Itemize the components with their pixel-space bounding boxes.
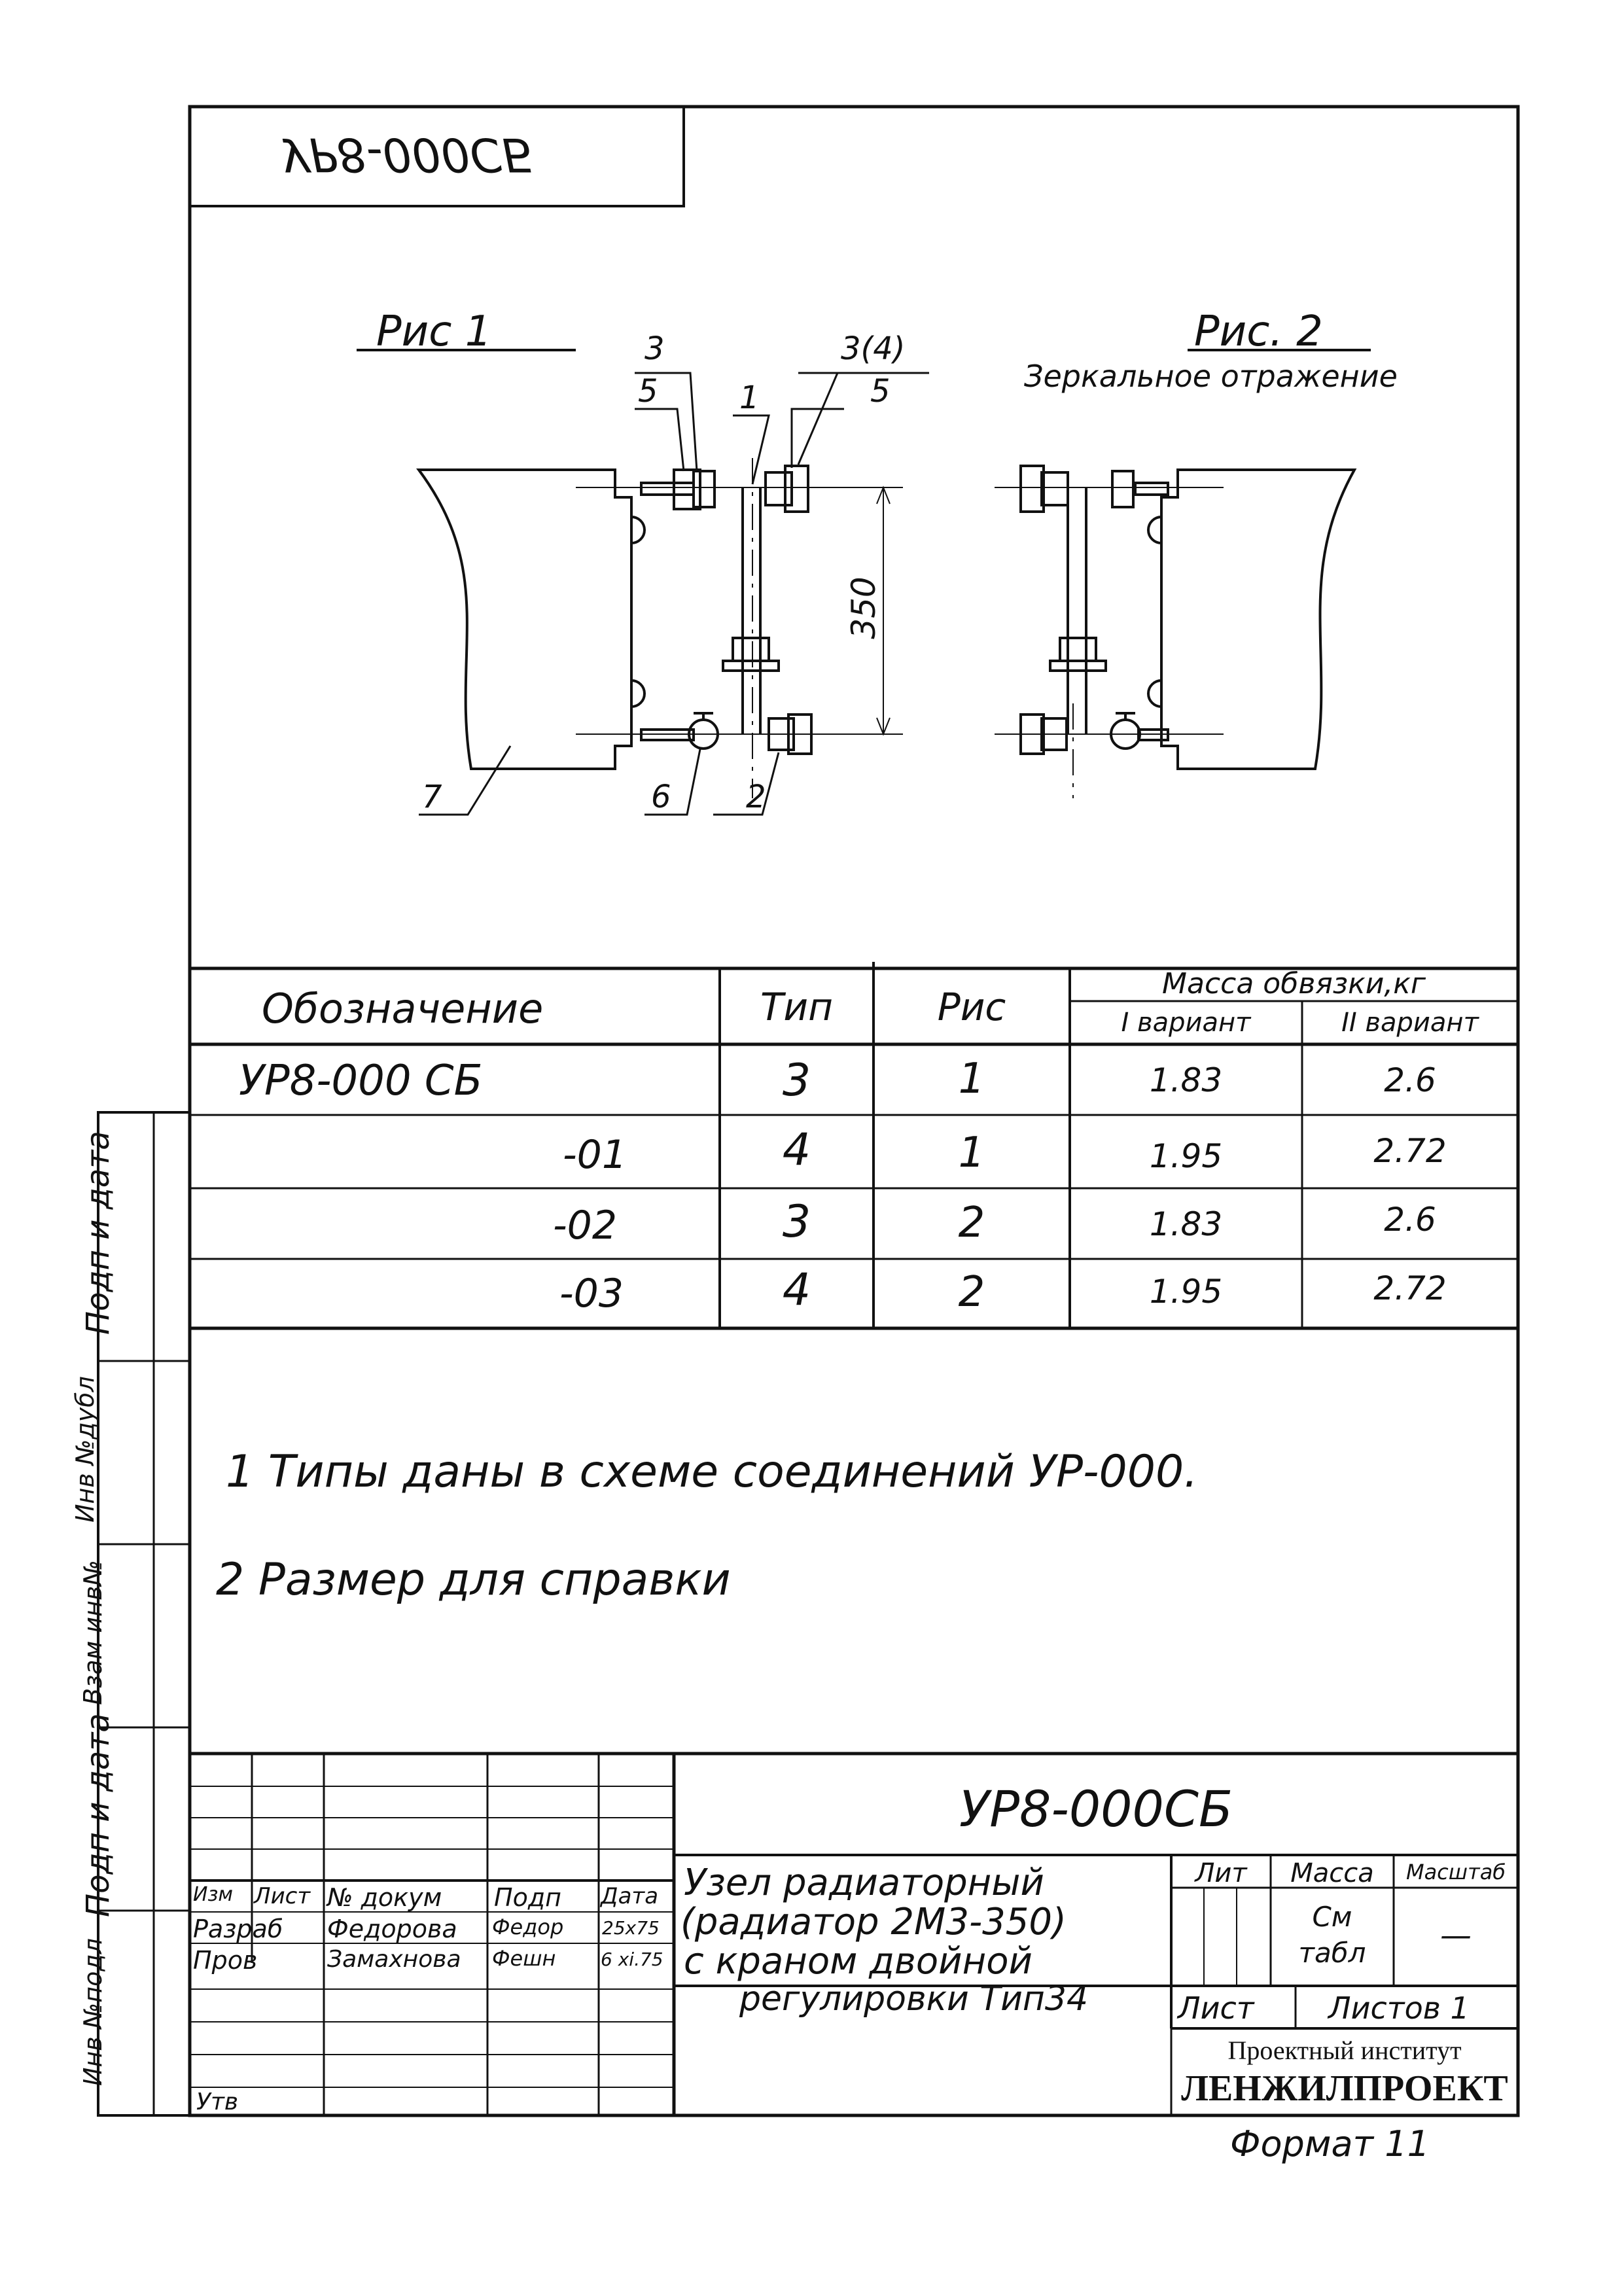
callout-7: 7 — [422, 779, 442, 815]
callout-3: 3 — [644, 330, 665, 367]
side-label-replace-inv: Взам инв№ — [79, 1560, 107, 1705]
title-name-line-3: с краном двойной — [684, 1940, 1033, 1983]
row-1-type: 4 — [782, 1124, 811, 1176]
figure-2-title: Рис. 2 — [1194, 308, 1323, 356]
title-block-code: УР8-000СБ — [959, 1780, 1233, 1838]
row-0-designation: УР8-000 СБ — [239, 1057, 483, 1105]
row-3-designation: -03 — [559, 1271, 624, 1316]
figure-1-title: Рис 1 — [376, 308, 492, 356]
row-1-var1: 1.95 — [1149, 1137, 1223, 1175]
lit-label: Лит — [1195, 1858, 1247, 1888]
header-fig: Рис — [937, 985, 1006, 1029]
col-header-sheet: Лист — [254, 1883, 311, 1909]
institute-line-2: ЛЕНЖИЛПРОЕКТ — [1181, 2068, 1508, 2109]
title-name-line-1: Узел радиаторный — [684, 1862, 1044, 1904]
col-header-date: Дата — [601, 1883, 659, 1909]
row-2-var1: 1.83 — [1149, 1205, 1223, 1243]
figure-2-drawing — [995, 350, 1371, 798]
sign-checker: Фешн — [492, 1946, 556, 1971]
mass-value-1: См — [1312, 1901, 1352, 1933]
note-2: 2 Размер для справки — [216, 1554, 731, 1606]
side-label-inv-orig: Инв №подл — [79, 1938, 107, 2086]
scale-label: Масштаб — [1405, 1860, 1506, 1884]
dimension-350: 350 — [845, 576, 883, 639]
figure-2-subtitle: Зеркальное отражение — [1024, 359, 1398, 394]
col-header-docno: № докум — [327, 1883, 442, 1912]
row-2-var2: 2.6 — [1384, 1201, 1436, 1239]
name-checker: Замахнова — [327, 1946, 461, 1973]
row-0-var2: 2.6 — [1384, 1061, 1436, 1099]
row-0-fig: 1 — [958, 1055, 985, 1103]
sheet-label: Лист — [1178, 1990, 1254, 2026]
date-checker: 6 хi.75 — [601, 1949, 663, 1970]
callout-2: 2 — [746, 779, 766, 815]
side-label-sign-date-top: Подп и дата — [80, 1131, 116, 1335]
row-0-type: 3 — [782, 1055, 811, 1106]
callout-5-right: 5 — [870, 373, 891, 410]
row-3-var1: 1.95 — [1149, 1273, 1223, 1311]
row-2-fig: 2 — [958, 1199, 985, 1247]
header-variant-2: II вариант — [1341, 1008, 1479, 1038]
mass-label: Масса — [1290, 1858, 1374, 1888]
row-1-var2: 2.72 — [1373, 1132, 1447, 1170]
mass-value-2: табл — [1298, 1937, 1366, 1969]
scale-value: — — [1440, 1917, 1472, 1954]
header-variant-1: I вариант — [1121, 1008, 1251, 1038]
side-label-inv-dup: Инв №дубл — [71, 1376, 99, 1523]
sheets-label: Листов 1 — [1328, 1990, 1470, 2026]
title-name-line-4: регулировки Тип34 — [739, 1979, 1089, 2019]
sign-developer: Федор — [492, 1915, 564, 1939]
role-checker: Пров — [193, 1946, 258, 1975]
figure-1-drawing — [357, 350, 929, 815]
callout-6: 6 — [651, 779, 671, 815]
role-approve: Утв — [196, 2089, 239, 2115]
row-2-type: 3 — [782, 1196, 811, 1248]
institute-line-1: Проектный институт — [1227, 2036, 1462, 2065]
row-2-designation: -02 — [553, 1203, 617, 1248]
header-designation: Обозначение — [262, 985, 544, 1033]
row-3-fig: 2 — [958, 1268, 985, 1316]
col-header-sign: Подп — [494, 1883, 561, 1912]
name-developer: Федорова — [327, 1915, 457, 1943]
note-1: 1 Типы даны в схеме соединений УР-000. — [226, 1446, 1198, 1498]
callout-3-4: 3(4) — [841, 330, 906, 367]
row-3-type: 4 — [782, 1264, 811, 1316]
row-1-designation: -01 — [563, 1132, 627, 1178]
mirrored-code: УР8-000СБ — [281, 128, 534, 181]
col-header-change: Изм — [193, 1883, 234, 1906]
format-label: Формат 11 — [1230, 2123, 1430, 2164]
title-name-line-2: (радиатор 2М3-350) — [680, 1901, 1067, 1943]
row-3-var2: 2.72 — [1373, 1269, 1447, 1307]
date-developer: 25х75 — [602, 1917, 660, 1939]
callout-5-left: 5 — [638, 373, 658, 410]
header-mass: Масса обвязки,кг — [1162, 967, 1426, 1000]
row-1-fig: 1 — [958, 1129, 985, 1177]
role-developer: Разраб — [193, 1915, 283, 1943]
side-label-sign-date-bottom: Подп и дата — [80, 1713, 116, 1917]
callout-1: 1 — [739, 380, 760, 416]
row-0-var1: 1.83 — [1149, 1061, 1223, 1099]
header-type: Тип — [760, 985, 834, 1029]
